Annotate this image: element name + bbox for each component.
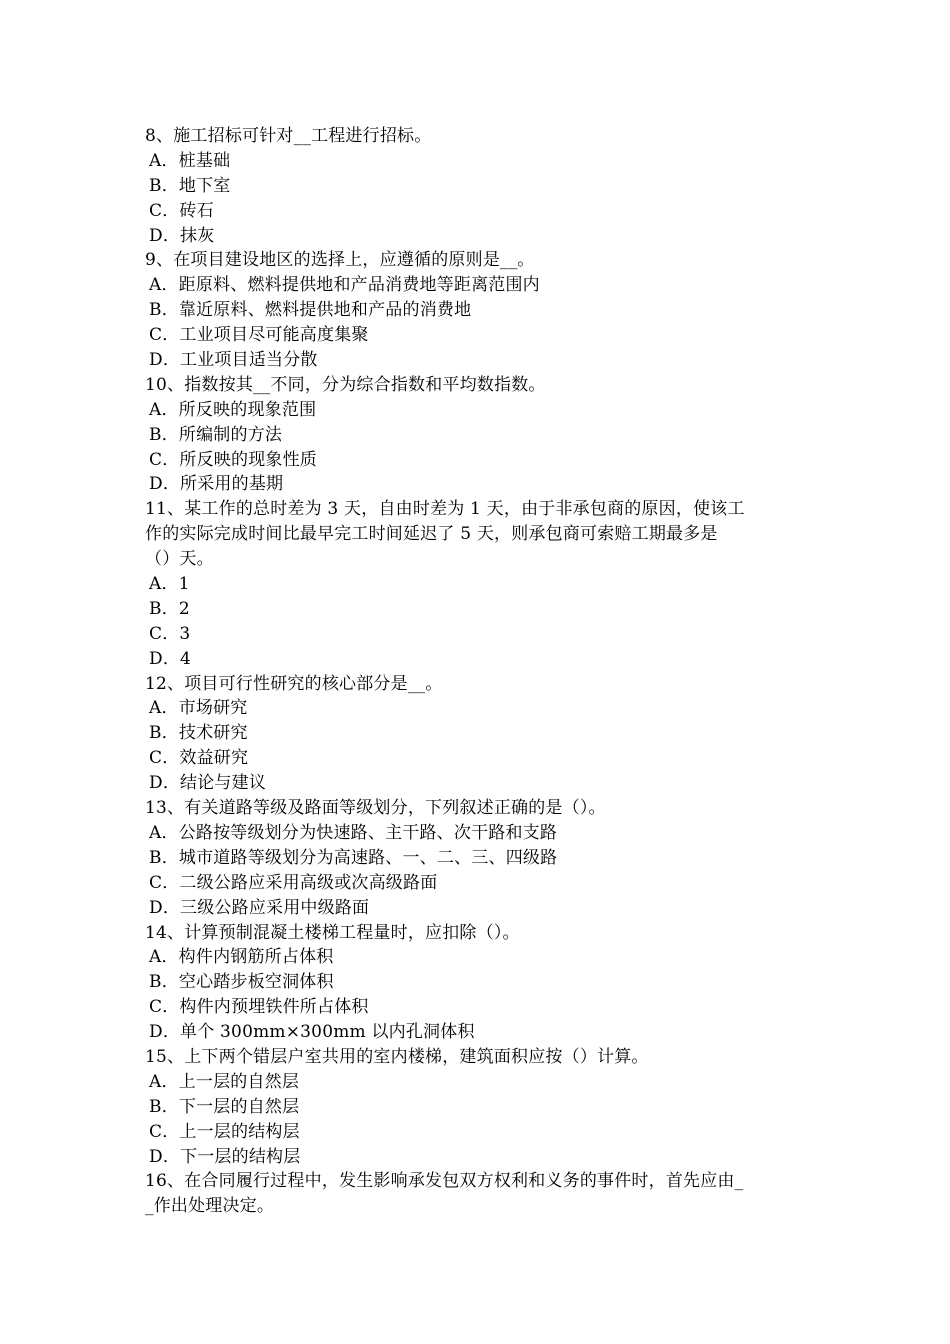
question-9-option-a: A．距原料、燃料提供地和产品消费地等距离范围内	[149, 275, 540, 296]
question-14-option-d: D．单个 300mm×300mm 以内孔洞体积	[149, 1022, 475, 1043]
question-8-option-c: C．砖石	[149, 200, 214, 221]
question-10-option-a: A．所反映的现象范围	[149, 399, 317, 420]
question-10-option-c: C．所反映的现象性质	[149, 449, 318, 470]
question-13-option-a: A．公路按等级划分为快速路、主干路、次干路和支路	[149, 822, 558, 843]
exam-question-list	[145, 124, 810, 1219]
question-11-stem-line-1: 11、某工作的总时差为 3 天，自由时差为 1 天，由于非承包商的原因，使该工	[145, 499, 745, 520]
question-11-option-d: D．4	[149, 648, 192, 669]
question-16-stem-line-2: _作出处理决定。	[145, 1196, 275, 1217]
question-15-option-a: A．上一层的自然层	[149, 1071, 300, 1092]
question-12-option-a: A．市场研究	[149, 698, 248, 719]
question-11-stem-line-2: 作的实际完成时间比最早完工时间延迟了 5 天，则承包商可索赔工期最多是	[145, 524, 718, 545]
question-13-option-c: C．二级公路应采用高级或次高级路面	[149, 872, 438, 893]
question-15-option-d: D．下一层的结构层	[149, 1146, 301, 1167]
question-11-option-a: A．1	[149, 574, 190, 595]
question-15-option-b: B．下一层的自然层	[149, 1096, 300, 1117]
question-8-option-b: B．地下室	[149, 175, 231, 196]
question-9-option-c: C．工业项目尽可能高度集聚	[149, 325, 369, 346]
question-10-stem: 10、指数按其__不同，分为综合指数和平均数指数。	[145, 374, 546, 395]
question-14-option-a: A．构件内钢筋所占体积	[149, 947, 334, 968]
question-12-stem: 12、项目可行性研究的核心部分是__。	[145, 673, 443, 694]
question-12-option-b: B．技术研究	[149, 723, 248, 744]
question-8-option-d: D．抹灰	[149, 225, 215, 246]
question-10-option-b: B．所编制的方法	[149, 424, 283, 445]
question-8-stem: 8、施工招标可针对__工程进行招标。	[145, 126, 432, 146]
question-15-option-c: C．上一层的结构层	[149, 1121, 300, 1142]
question-13-option-b: B．城市道路等级划分为高速路、一、二、三、四级路	[149, 847, 558, 868]
question-8-option-a: A．桩基础	[149, 150, 231, 171]
question-14-option-c: C．构件内预埋铁件所占体积	[149, 997, 369, 1018]
question-14-stem: 14、计算预制混凝土楼梯工程量时，应扣除（）。	[145, 922, 520, 943]
question-16-stem-line-1: 16、在合同履行过程中，发生影响承发包双方权利和义务的事件时，首先应由_	[145, 1171, 744, 1192]
question-9-stem: 9、在项目建设地区的选择上，应遵循的原则是__。	[145, 250, 535, 271]
question-14-option-b: B．空心踏步板空洞体积	[149, 972, 334, 993]
question-12-option-d: D．结论与建议	[149, 773, 267, 794]
question-15-stem: 15、上下两个错层户室共用的室内楼梯，建筑面积应按（）计算。	[145, 1046, 649, 1067]
question-11-stem-line-3: （）天。	[145, 549, 214, 570]
question-9-option-b: B．靠近原料、燃料提供地和产品的消费地	[149, 300, 472, 321]
question-13-stem: 13、有关道路等级及路面等级划分，下列叙述正确的是（）。	[145, 798, 606, 819]
question-13-option-d: D．三级公路应采用中级路面	[149, 897, 370, 918]
question-9-option-d: D．工业项目适当分散	[149, 350, 318, 371]
question-12-option-c: C．效益研究	[149, 748, 249, 769]
question-10-option-d: D．所采用的基期	[149, 474, 284, 495]
question-11-option-c: C．3	[149, 623, 191, 644]
question-11-option-b: B．2	[149, 598, 190, 619]
